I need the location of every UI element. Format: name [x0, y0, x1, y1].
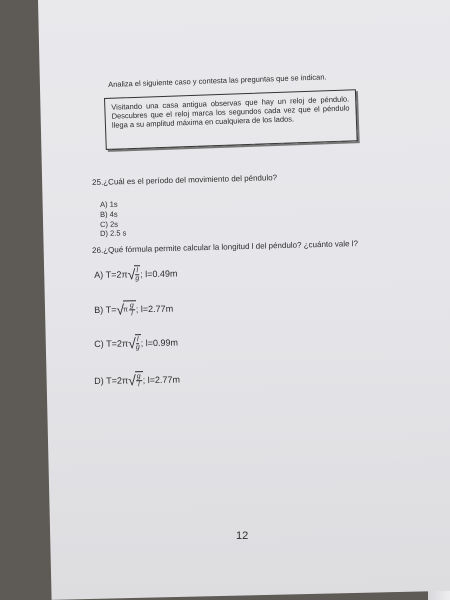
formula-value: ; l=0.99m	[140, 337, 179, 348]
formula-pi: π	[123, 306, 129, 314]
question-26: 26.¿Qué fórmula permite calcular la longitud l del péndulo? ¿cuánto vale l?	[92, 239, 359, 255]
option-letter: B)	[94, 304, 104, 315]
q25-option-b: B) 4s	[100, 209, 118, 219]
formula-lhs: T=2π	[106, 337, 129, 349]
instructions-text: Analiza el siguiente caso y contesta las preguntas que se indican.	[108, 72, 327, 89]
formula-lhs: T=2π	[105, 268, 128, 280]
formula-value: ; l=0.49m	[140, 268, 178, 279]
formula-value: ; l=2.77m	[142, 374, 181, 385]
fraction-denominator: l	[131, 310, 133, 318]
fraction-denominator: g	[135, 344, 140, 352]
q26-option-a	[94, 265, 178, 283]
option-letter: C)	[94, 338, 104, 349]
q26-option-d	[94, 371, 180, 389]
q26-option-c	[94, 334, 178, 352]
sqrt-symbol: √ $\frac{l}{g}$	[127, 265, 140, 283]
case-text: Visitando una casa antigua observas que hay un reloj de péndulo. Descubres que el reloj marca los segundos cada vez que el péndulo llega a su amplitud máxima en cualquiera de los lados.	[111, 94, 350, 130]
q26-option-b	[94, 300, 173, 318]
q25-option-a: A) 1s	[100, 199, 118, 209]
formula-lhs: T=	[105, 304, 117, 315]
sqrt-symbol: √ $\frac{g}{l}$	[128, 371, 143, 388]
fraction-numerator: l	[136, 336, 139, 344]
fraction-numerator: g	[136, 373, 141, 381]
q25-option-c: C) 2s	[100, 219, 119, 229]
option-letter: A)	[94, 269, 104, 280]
fraction-numerator: g	[129, 302, 134, 310]
question-25: 25.¿Cuál es el período del movimiento del péndulo?	[92, 173, 278, 187]
formula-value: ; l=2.77m	[135, 303, 174, 314]
sqrt-symbol: √ $\frac{l}{g}$	[127, 334, 140, 352]
sqrt-symbol: √ π $\frac{g}{l}$	[116, 300, 136, 317]
page-number: 12	[236, 530, 249, 542]
formula-lhs: T=2π	[106, 374, 129, 386]
fraction-denominator: g	[135, 275, 140, 283]
option-letter: D)	[94, 375, 104, 386]
case-box	[104, 89, 358, 150]
q25-option-d: D) 2.5 s	[100, 228, 127, 238]
fraction-numerator: l	[136, 267, 139, 275]
fraction-denominator: l	[138, 381, 140, 389]
